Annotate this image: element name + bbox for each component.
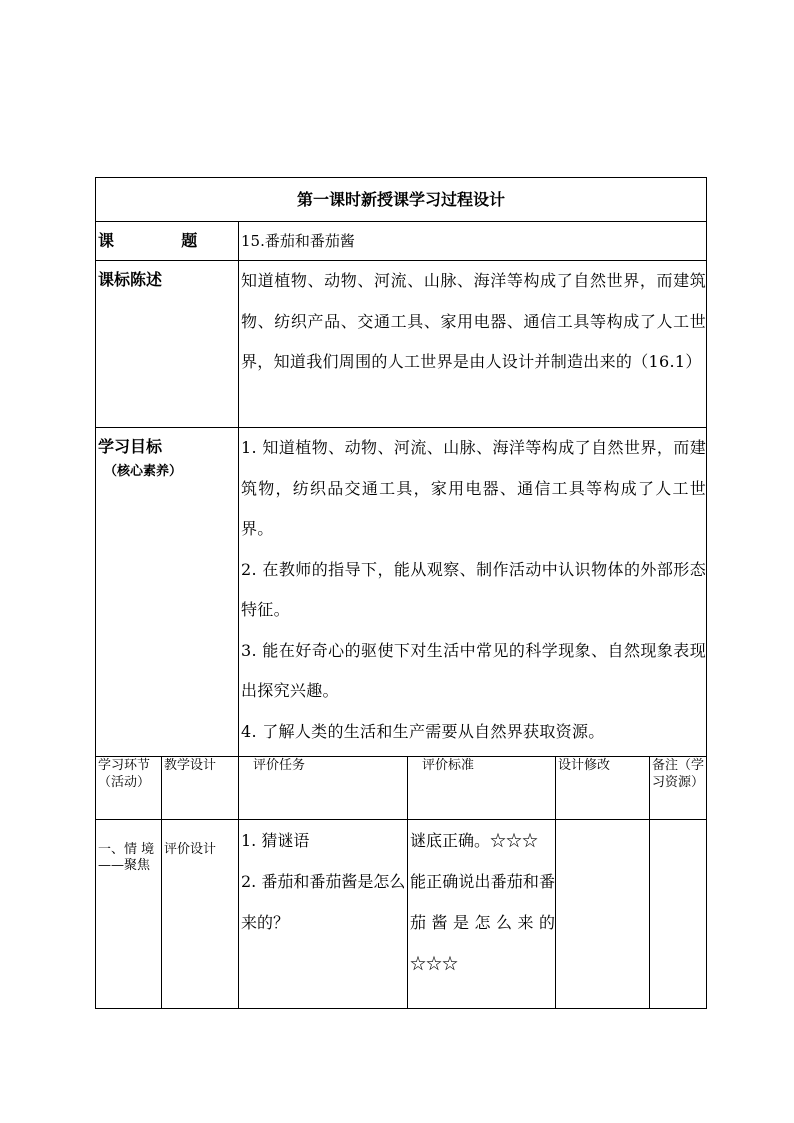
curriculum-label: 课标陈述: [96, 261, 239, 428]
lesson-plan-sheet: [95, 177, 706, 1009]
topic-value: 15.番茄和番茄酱: [239, 222, 707, 261]
header-standard: 评价标准: [408, 757, 556, 820]
page-title: 第一课时新授课学习过程设计: [96, 178, 707, 222]
objectives-label: 学习目标: [98, 437, 163, 456]
task-cell: [239, 820, 408, 1009]
design-cell: 评价设计: [162, 820, 239, 1009]
objectives-sublabel: （核心素养）: [104, 464, 183, 479]
objective-item: 2. 在教师的指导下，能从观察、制作活动中认识物体的外部形态特征。: [241, 559, 707, 619]
stage-cell: 一、情 境——聚焦: [96, 820, 162, 1009]
title-row: [96, 178, 707, 222]
objective-item: 3. 能在好奇心的驱使下对生活中常见的科学现象、自然现象表现出探究兴趣。: [241, 640, 707, 700]
task-item: 1. 猜谜语: [241, 831, 310, 850]
header-stage: 学习环节（活动）: [96, 757, 162, 820]
curriculum-row: [96, 261, 707, 428]
standard-item: 谜底正确。☆☆☆: [410, 831, 539, 850]
revise-cell: [556, 820, 650, 1009]
objectives-list: [239, 428, 707, 757]
header-design: 教学设计: [162, 757, 239, 820]
grid-header-row: [96, 757, 707, 820]
task-item: 2. 番茄和番茄酱是怎么来的？: [241, 872, 406, 932]
header-task: 评价任务: [239, 757, 408, 820]
standard-cell: [408, 820, 556, 1009]
lesson-plan-table: [95, 177, 707, 1009]
objectives-label-cell: [96, 428, 239, 757]
header-notes: 备注（学习资源）: [650, 757, 707, 820]
objective-item: 1. 知道植物、动物、河流、山脉、海洋等构成了自然世界，而建筑物，纺织品交通工具，家用电器、通信工具等构成了人工世界。: [241, 438, 707, 538]
curriculum-text: 知道植物、动物、河流、山脉、海洋等构成了自然世界，而建筑物、纺织产品、交通工具、家用电器、通信工具等构成了人工世界，知道我们周围的人工世界是由人设计并制造出来的（16.1）: [239, 261, 707, 428]
topic-row: [96, 222, 707, 261]
table-row: [96, 820, 707, 1009]
objective-item: 4. 了解人类的生活和生产需要从自然界获取资源。: [241, 721, 605, 741]
standard-item: 能正确说出番茄和番茄酱是怎么来的☆☆☆: [410, 872, 555, 973]
objectives-row: [96, 428, 707, 757]
topic-label: 课 题: [96, 222, 239, 261]
header-revise: 设计修改: [556, 757, 650, 820]
notes-cell: [650, 820, 707, 1009]
